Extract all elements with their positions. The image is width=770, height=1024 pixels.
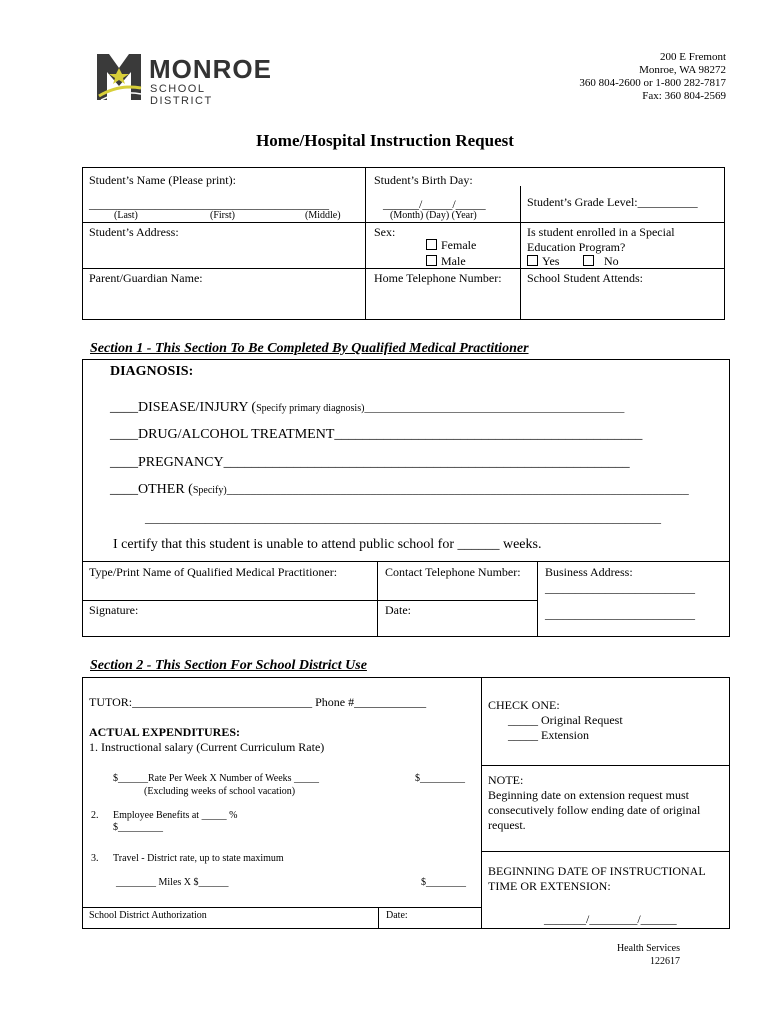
section1-heading: Section 1 - This Section To Be Completed By Qualified Medical Practitioner [90,341,529,356]
no-checkbox[interactable] [583,255,594,266]
male-option[interactable] [426,254,466,269]
other-line: _____________________________________________________________________________ [226,482,689,496]
male-label: Male [441,254,466,268]
drug-line: ____________________________________________ [334,427,643,442]
male-checkbox[interactable] [426,255,437,266]
business-address-line-1[interactable]: _________________________ [545,581,695,595]
district-authorization-label: School District Authorization [89,910,207,921]
female-checkbox[interactable] [426,239,437,250]
page-title: Home/Hospital Instruction Request [256,131,514,150]
parent-guardian-label: Parent/Guardian Name: [89,271,203,285]
other-field[interactable] [110,482,689,498]
student-address-label: Student’s Address: [89,225,179,239]
original-request-option[interactable]: _____ Original Request [508,713,623,727]
yes-checkbox[interactable] [527,255,538,266]
beginning-date-label: BEGINNING DATE OF INSTRUCTIONAL TIME OR EXTENSION: [488,864,706,893]
yes-label: Yes [542,254,560,268]
logo-name: MONROE [149,54,272,84]
travel-amount-field[interactable]: $________ [421,877,466,888]
pregnancy-field[interactable] [110,455,630,471]
footer [530,942,680,968]
home-phone-label: Home Telephone Number: [374,271,502,285]
business-address-line-2[interactable]: _________________________ [545,607,695,621]
disease-hint: Specify primary diagnosis) [256,403,365,414]
district-address [476,51,726,103]
authorization-date-label: Date: [386,910,408,921]
business-address-label: Business Address: [545,565,633,579]
salary-amount-field[interactable]: $_________ [415,773,465,784]
note-label: NOTE: [488,773,524,787]
footer-code: 122617 [650,956,680,967]
check-one-label: CHECK ONE: [488,698,560,712]
address-fax: Fax: 360 804-2569 [642,90,726,102]
certify-statement: I certify that this student is unable to attend public school for ______ weeks. [113,537,542,552]
drug-alcohol-field[interactable] [110,427,642,443]
beginning-date-field[interactable]: _______/________/______ [544,912,677,926]
female-label: Female [441,238,477,252]
diagnosis-label: DIAGNOSIS: [110,364,194,379]
pregnancy-line: __________________________________________________________ [223,455,630,470]
address-line-1: 200 E Fremont [660,51,726,63]
footer-department: Health Services [616,943,680,954]
sex-label: Sex: [374,225,396,239]
birthday-field[interactable]: ______/_____/_____ [383,197,486,211]
tutor-phone-field[interactable]: TUTOR:______________________________ Phone #____________ [89,695,427,709]
birthday-format: (Month) (Day) (Year) [390,210,477,221]
item3-number: 3. [91,853,99,864]
student-name-field[interactable]: ________________________________________ [89,197,329,211]
rate-per-week-field[interactable]: $______Rate Per Week X Number of Weeks _____ [113,773,320,784]
first-label: (First) [210,210,235,221]
signature-label: Signature: [89,603,139,617]
practitioner-name-label: Type/Print Name of Qualified Medical Practitioner: [89,565,338,579]
actual-expenditures-label: ACTUAL EXPENDITURES: [89,725,241,739]
other-label: ____OTHER ( [110,482,193,497]
special-ed-yes[interactable] [527,254,559,269]
employee-benefits-field[interactable]: Employee Benefits at _____ % [113,810,238,821]
birthday-label: Student’s Birth Day: [374,173,473,187]
disease-injury-field[interactable] [110,400,624,416]
logo-subtitle: SCHOOL DISTRICT [150,83,213,107]
student-name-label: Student’s Name (Please print): [89,173,236,187]
other-hint: Specify) [192,485,227,496]
extension-option[interactable]: _____ Extension [508,728,589,742]
item2-number: 2. [91,810,99,821]
disease-line: ____________________________________________________ [364,403,625,414]
middle-label: (Middle) [305,210,341,221]
drug-label: ____DRUG/ALCOHOL TREATMENT [110,427,335,442]
special-ed-line-2: Education Program? [527,240,626,254]
instructional-salary-label: 1. Instructional salary (Current Curriculum Rate) [89,740,325,754]
note-text: Beginning date on extension request must consecutively follow ending date of original request. [488,788,701,832]
travel-label: Travel - District rate, up to state maximum [113,853,284,864]
last-label: (Last) [114,210,138,221]
address-line-2: Monroe, WA 98272 [639,64,726,76]
no-label: No [604,254,619,268]
special-ed-line-1: Is student enrolled in a Special [527,225,675,239]
special-ed-no[interactable] [583,254,619,269]
monroe-logo-icon [95,52,143,102]
address-phone: 360 804-2600 or 1-800 282-7817 [579,77,726,89]
school-attends-label: School Student Attends: [527,271,644,285]
miles-field[interactable]: ________ Miles X $______ [116,877,229,888]
contact-phone-label: Contact Telephone Number: [385,565,521,579]
pregnancy-label: ____PREGNANCY [110,455,224,470]
district-logo [95,52,272,107]
section2-heading: Section 2 - This Section For School District Use [90,658,367,673]
other-extra-line[interactable]: ______________________________________________________________________________________ [145,511,661,525]
special-ed-question [527,225,675,255]
disease-label: ____DISEASE/INJURY ( [110,400,257,415]
benefits-amount-field[interactable]: $_________ [113,822,163,833]
grade-level-field[interactable]: Student’s Grade Level:__________ [527,195,698,209]
female-option[interactable] [426,238,476,253]
excluding-vacation-note: (Excluding weeks of school vacation) [144,786,296,797]
date-label: Date: [385,603,411,617]
